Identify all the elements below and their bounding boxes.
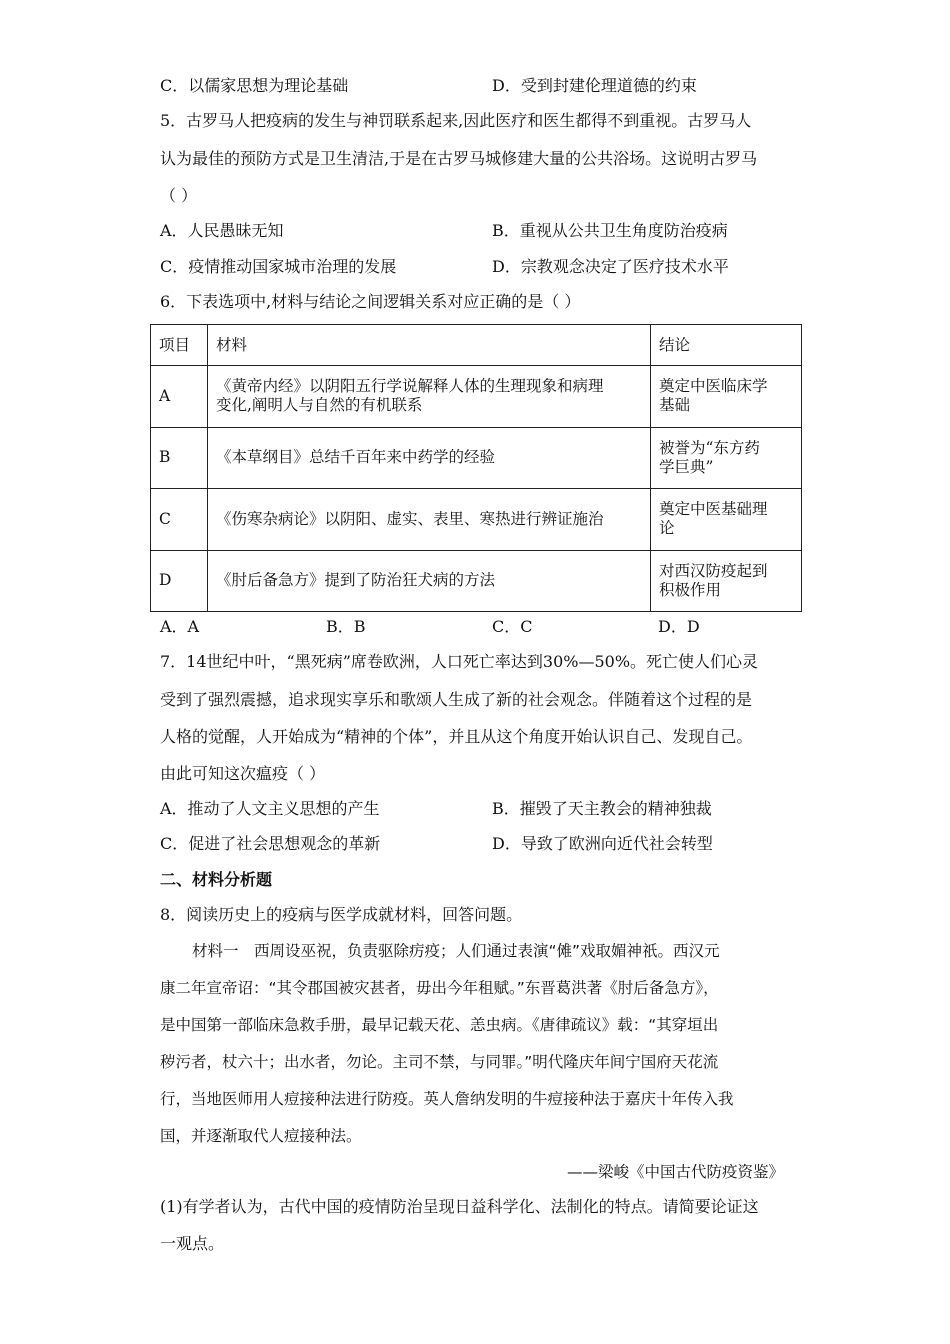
- q5-option-d: D．宗教观念决定了医疗技术水平: [492, 257, 729, 276]
- table-row: [151, 489, 802, 550]
- q5-stem-line-1: 5．古罗马人把疫病的发生与神罚联系起来,因此医疗和医生都得不到重视。古罗马人: [160, 111, 752, 130]
- q7-stem-line-1: 7．14世纪中叶，“黑死病”席卷欧洲，人口死亡率达到30%—50%。死亡使人们心灵: [160, 652, 759, 671]
- q8-material-line-5: 行，当地医师用人痘接种法进行防疫。英人詹纳发明的牛痘接种法于嘉庆十年传入我: [160, 1090, 734, 1108]
- conclusion-line: 学巨典”: [659, 457, 714, 476]
- q8-material-source: ——梁峻《中国古代防疫资鉴》: [566, 1163, 784, 1181]
- conclusion-line: 被誉为“东方药: [659, 438, 760, 457]
- q5-option-c: C．疫情推动国家城市治理的发展: [160, 257, 397, 276]
- q8-sub1-line-1: (1)有学者认为，古代中国的疫情防治呈现日益科学化、法制化的特点。请简要论证这: [160, 1197, 759, 1216]
- row-material: [208, 427, 651, 488]
- q5-option-b: B．重视从公共卫生角度防治疫病: [492, 221, 728, 240]
- q6-option-a: A．A: [160, 617, 200, 636]
- material-line: 《黄帝内经》以阴阳五行学说解释人体的生理现象和病理: [216, 377, 604, 396]
- q8-material-line-2: 康二年宣帝诏：“其令郡国被灾甚者，毋出今年租赋。”东晋葛洪著《肘后备急方》，: [160, 979, 719, 997]
- q6-stem: 6．下表选项中,材料与结论之间逻辑关系对应正确的是（ ）: [160, 292, 581, 311]
- q8-material-line-6: 国，并逐渐取代人痘接种法。: [160, 1127, 362, 1145]
- conclusion-line: 基础: [659, 396, 691, 415]
- q5-stem-line-3: （ ）: [160, 186, 198, 205]
- section-heading: 二、材料分析题: [160, 870, 273, 889]
- q8-stem: 8．阅读历史上的疫病与医学成就材料，回答问题。: [160, 905, 523, 924]
- q8-material-line-4: 秽污者，杖六十；出水者，勿论。主司不禁，与同罪。”明代隆庆年间宁国府天花流: [160, 1053, 719, 1071]
- row-material: [208, 550, 651, 611]
- table-header-row: [151, 325, 802, 366]
- q8-material-line-3: 是中国第一部临床急救手册，最早记载天花、恙虫病。《唐律疏议》载：“其穿垣出: [160, 1016, 719, 1034]
- q6-table: [150, 324, 802, 612]
- conclusion-line: 论: [659, 519, 675, 538]
- q7-stem-line-4: 由此可知这次瘟疫（ ）: [160, 764, 326, 783]
- q5-option-a: A．人民愚昧无知: [160, 221, 284, 240]
- q7-stem-line-3: 人格的觉醒，人开始成为“精神的个体”，并且从这个角度开始认识自己、发现自己。: [160, 727, 753, 746]
- row-item: A: [151, 366, 208, 427]
- q7-option-a: A．推动了人文主义思想的产生: [160, 799, 380, 818]
- q7-option-b: B．摧毁了天主教会的精神独裁: [492, 799, 712, 818]
- row-conclusion: [651, 550, 802, 611]
- header-item: 项目: [151, 325, 208, 366]
- row-material: [208, 489, 651, 550]
- row-conclusion: [651, 366, 802, 427]
- table-row: [151, 366, 802, 427]
- conclusion-line: 奠定中医临床学: [659, 377, 768, 396]
- material-line: 《肘后备急方》提到了防治狂犬病的方法: [216, 571, 496, 590]
- q7-option-c: C．促进了社会思想观念的革新: [160, 834, 381, 853]
- q7-option-d: D．导致了欧洲向近代社会转型: [492, 834, 713, 853]
- conclusion-line: 积极作用: [659, 580, 722, 599]
- q6-option-c: C．C: [492, 617, 533, 636]
- q4-option-d: D．受到封建伦理道德的约束: [492, 76, 697, 95]
- row-conclusion: [651, 427, 802, 488]
- q6-option-d: D．D: [658, 617, 700, 636]
- conclusion-line: 对西汉防疫起到: [659, 561, 768, 580]
- row-material: [208, 366, 651, 427]
- q6-option-b: B．B: [326, 617, 366, 636]
- q4-option-c: C．以儒家思想为理论基础: [160, 76, 349, 95]
- row-item: C: [151, 489, 208, 550]
- row-item: B: [151, 427, 208, 488]
- conclusion-line: 奠定中医基础理: [659, 500, 768, 519]
- header-material: 材料: [208, 325, 651, 366]
- header-conclusion: 结论: [651, 325, 802, 366]
- table-row: [151, 427, 802, 488]
- q8-material-line-1: 材料一 西周设巫祝，负责驱除疠疫；人们通过表演“傩”戏取媚神祇。西汉元: [192, 942, 720, 960]
- table-row: [151, 550, 802, 611]
- material-line: 《本草纲目》总结千百年来中药学的经验: [216, 448, 496, 467]
- q5-stem-line-2: 认为最佳的预防方式是卫生清洁,于是在古罗马城修建大量的公共浴场。这说明古罗马: [160, 149, 758, 168]
- q8-sub1-line-2: 一观点。: [160, 1234, 225, 1253]
- material-line: 《伤寒杂病论》以阴阳、虚实、表里、寒热进行辨证施治: [216, 509, 604, 528]
- material-line: 变化,阐明人与自然的有机联系: [216, 396, 423, 415]
- q7-stem-line-2: 受到了强烈震撼，追求现实享乐和歌颂人生成了新的社会观念。伴随着这个过程的是: [160, 690, 753, 709]
- row-conclusion: [651, 489, 802, 550]
- row-item: D: [151, 550, 208, 611]
